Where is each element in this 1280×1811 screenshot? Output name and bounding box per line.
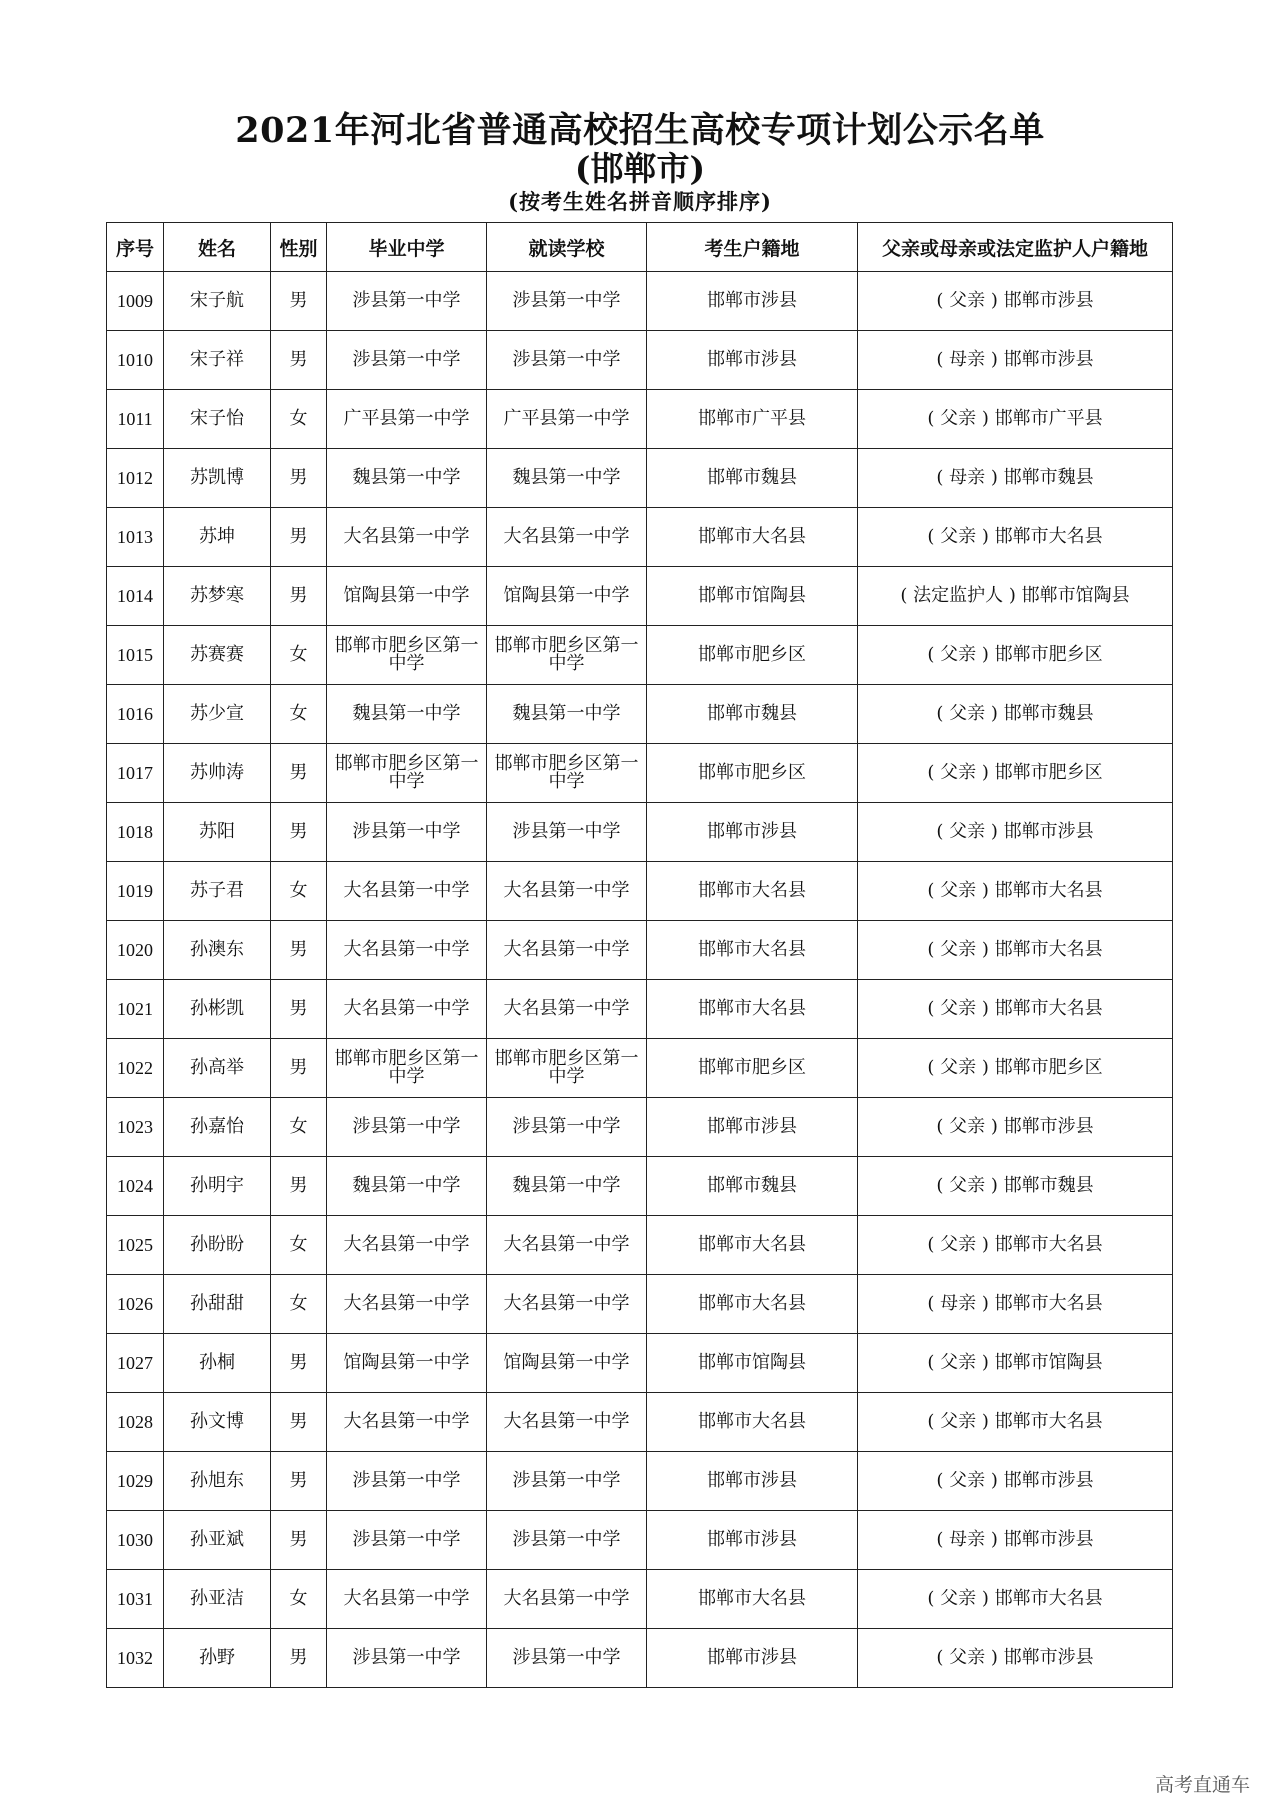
- table-row: [107, 272, 1173, 331]
- sort-note: (按考生姓名拼音顺序排序): [508, 189, 772, 214]
- cell-student-domicile: 邯郸市涉县: [647, 1098, 858, 1157]
- cell-guardian-domicile: ( 父亲 ) 邯郸市大名县: [858, 862, 1173, 921]
- cell-guardian-domicile: ( 母亲 ) 邯郸市大名县: [858, 1275, 1173, 1334]
- cell-serial: 1026: [107, 1275, 164, 1334]
- cell-student-domicile: 邯郸市馆陶县: [647, 567, 858, 626]
- cell-serial: 1031: [107, 1570, 164, 1629]
- cell-name: 孙甜甜: [164, 1275, 271, 1334]
- cell-graduation-school: 涉县第一中学: [327, 1511, 487, 1570]
- cell-graduation-school: 大名县第一中学: [327, 1216, 487, 1275]
- cell-guardian-domicile: ( 父亲 ) 邯郸市大名县: [858, 1570, 1173, 1629]
- cell-student-domicile: 邯郸市大名县: [647, 1216, 858, 1275]
- cell-gender: 男: [271, 803, 327, 862]
- cell-serial: 1016: [107, 685, 164, 744]
- cell-gender: 女: [271, 390, 327, 449]
- cell-current-school: 大名县第一中学: [487, 1275, 647, 1334]
- cell-guardian-domicile: ( 法定监护人 ) 邯郸市馆陶县: [858, 567, 1173, 626]
- cell-student-domicile: 邯郸市大名县: [647, 1393, 858, 1452]
- cell-serial: 1020: [107, 921, 164, 980]
- header-name: 姓名: [164, 223, 271, 272]
- cell-current-school: 馆陶县第一中学: [487, 1334, 647, 1393]
- cell-name: 苏少宣: [164, 685, 271, 744]
- cell-serial: 1032: [107, 1629, 164, 1688]
- table-row: [107, 449, 1173, 508]
- table-row: [107, 567, 1173, 626]
- cell-name: 苏凯博: [164, 449, 271, 508]
- cell-gender: 女: [271, 685, 327, 744]
- cell-graduation-school: 涉县第一中学: [327, 1452, 487, 1511]
- cell-name: 苏坤: [164, 508, 271, 567]
- cell-student-domicile: 邯郸市魏县: [647, 449, 858, 508]
- cell-guardian-domicile: ( 父亲 ) 邯郸市馆陶县: [858, 1334, 1173, 1393]
- cell-graduation-school: 涉县第一中学: [327, 1629, 487, 1688]
- cell-student-domicile: 邯郸市大名县: [647, 921, 858, 980]
- cell-graduation-school: 魏县第一中学: [327, 1157, 487, 1216]
- cell-serial: 1028: [107, 1393, 164, 1452]
- cell-current-school: 大名县第一中学: [487, 980, 647, 1039]
- cell-name: 宋子祥: [164, 331, 271, 390]
- cell-gender: 男: [271, 567, 327, 626]
- header-guardian-domicile: 父亲或母亲或法定监护人户籍地: [858, 223, 1173, 272]
- cell-gender: 男: [271, 1452, 327, 1511]
- cell-name: 苏梦寒: [164, 567, 271, 626]
- cell-gender: 男: [271, 449, 327, 508]
- cell-student-domicile: 邯郸市肥乡区: [647, 626, 858, 685]
- table-header-row: [107, 223, 1173, 272]
- cell-graduation-school: 大名县第一中学: [327, 508, 487, 567]
- cell-graduation-school: 馆陶县第一中学: [327, 567, 487, 626]
- cell-gender: 男: [271, 1511, 327, 1570]
- table-row: [107, 744, 1173, 803]
- table-row: [107, 862, 1173, 921]
- cell-student-domicile: 邯郸市大名县: [647, 508, 858, 567]
- cell-guardian-domicile: ( 父亲 ) 邯郸市魏县: [858, 1157, 1173, 1216]
- cell-current-school: 魏县第一中学: [487, 1157, 647, 1216]
- cell-serial: 1027: [107, 1334, 164, 1393]
- cell-gender: 男: [271, 1629, 327, 1688]
- cell-current-school: 邯郸市肥乡区第一中学: [487, 1039, 647, 1098]
- cell-gender: 男: [271, 331, 327, 390]
- cell-graduation-school: 广平县第一中学: [327, 390, 487, 449]
- cell-gender: 男: [271, 1334, 327, 1393]
- cell-serial: 1014: [107, 567, 164, 626]
- cell-student-domicile: 邯郸市肥乡区: [647, 744, 858, 803]
- header-student-domicile: 考生户籍地: [647, 223, 858, 272]
- cell-current-school: 广平县第一中学: [487, 390, 647, 449]
- cell-serial: 1024: [107, 1157, 164, 1216]
- cell-gender: 男: [271, 508, 327, 567]
- cell-current-school: 大名县第一中学: [487, 921, 647, 980]
- cell-serial: 1021: [107, 980, 164, 1039]
- cell-current-school: 大名县第一中学: [487, 862, 647, 921]
- cell-serial: 1013: [107, 508, 164, 567]
- document-title: 2021年河北省普通高校招生高校专项计划公示名单: [235, 110, 1045, 151]
- table-row: [107, 1098, 1173, 1157]
- cell-guardian-domicile: ( 父亲 ) 邯郸市涉县: [858, 803, 1173, 862]
- cell-gender: 女: [271, 1216, 327, 1275]
- cell-name: 孙明宇: [164, 1157, 271, 1216]
- cell-student-domicile: 邯郸市馆陶县: [647, 1334, 858, 1393]
- table-row: [107, 1511, 1173, 1570]
- cell-gender: 男: [271, 272, 327, 331]
- cell-gender: 女: [271, 1570, 327, 1629]
- cell-current-school: 涉县第一中学: [487, 1098, 647, 1157]
- cell-graduation-school: 大名县第一中学: [327, 921, 487, 980]
- cell-name: 孙澳东: [164, 921, 271, 980]
- cell-guardian-domicile: ( 父亲 ) 邯郸市肥乡区: [858, 626, 1173, 685]
- cell-gender: 男: [271, 744, 327, 803]
- cell-serial: 1018: [107, 803, 164, 862]
- cell-gender: 女: [271, 626, 327, 685]
- table-row: [107, 508, 1173, 567]
- cell-student-domicile: 邯郸市魏县: [647, 685, 858, 744]
- header-gender: 性别: [271, 223, 327, 272]
- table-row: [107, 921, 1173, 980]
- cell-guardian-domicile: ( 母亲 ) 邯郸市涉县: [858, 331, 1173, 390]
- cell-serial: 1009: [107, 272, 164, 331]
- cell-current-school: 魏县第一中学: [487, 449, 647, 508]
- table-row: [107, 1570, 1173, 1629]
- cell-guardian-domicile: ( 父亲 ) 邯郸市大名县: [858, 1393, 1173, 1452]
- cell-student-domicile: 邯郸市涉县: [647, 272, 858, 331]
- cell-student-domicile: 邯郸市涉县: [647, 803, 858, 862]
- table-row: [107, 390, 1173, 449]
- cell-student-domicile: 邯郸市大名县: [647, 980, 858, 1039]
- table-row: [107, 803, 1173, 862]
- cell-current-school: 馆陶县第一中学: [487, 567, 647, 626]
- cell-serial: 1017: [107, 744, 164, 803]
- cell-current-school: 魏县第一中学: [487, 685, 647, 744]
- header-graduation-school: 毕业中学: [327, 223, 487, 272]
- header-serial: 序号: [107, 223, 164, 272]
- cell-guardian-domicile: ( 父亲 ) 邯郸市大名县: [858, 508, 1173, 567]
- cell-name: 孙旭东: [164, 1452, 271, 1511]
- table-row: [107, 980, 1173, 1039]
- cell-serial: 1023: [107, 1098, 164, 1157]
- cell-name: 孙文博: [164, 1393, 271, 1452]
- cell-current-school: 涉县第一中学: [487, 1629, 647, 1688]
- cell-serial: 1019: [107, 862, 164, 921]
- cell-name: 孙彬凯: [164, 980, 271, 1039]
- table-row: [107, 1334, 1173, 1393]
- table-row: [107, 1275, 1173, 1334]
- cell-student-domicile: 邯郸市大名县: [647, 1275, 858, 1334]
- table-row: [107, 1216, 1173, 1275]
- cell-graduation-school: 邯郸市肥乡区第一中学: [327, 626, 487, 685]
- cell-guardian-domicile: ( 父亲 ) 邯郸市涉县: [858, 1452, 1173, 1511]
- table-row: [107, 331, 1173, 390]
- cell-name: 宋子航: [164, 272, 271, 331]
- cell-current-school: 涉县第一中学: [487, 803, 647, 862]
- cell-name: 孙嘉怡: [164, 1098, 271, 1157]
- cell-graduation-school: 大名县第一中学: [327, 1275, 487, 1334]
- cell-name: 孙桐: [164, 1334, 271, 1393]
- cell-name: 苏赛赛: [164, 626, 271, 685]
- table-row: [107, 1157, 1173, 1216]
- cell-name: 宋子怡: [164, 390, 271, 449]
- cell-current-school: 大名县第一中学: [487, 1570, 647, 1629]
- cell-student-domicile: 邯郸市涉县: [647, 1452, 858, 1511]
- cell-current-school: 邯郸市肥乡区第一中学: [487, 744, 647, 803]
- cell-name: 苏阳: [164, 803, 271, 862]
- table-row: [107, 685, 1173, 744]
- cell-student-domicile: 邯郸市涉县: [647, 331, 858, 390]
- table-row: [107, 626, 1173, 685]
- cell-guardian-domicile: ( 父亲 ) 邯郸市涉县: [858, 1098, 1173, 1157]
- cell-gender: 男: [271, 1393, 327, 1452]
- table-row: [107, 1629, 1173, 1688]
- cell-graduation-school: 魏县第一中学: [327, 449, 487, 508]
- cell-name: 孙亚洁: [164, 1570, 271, 1629]
- cell-student-domicile: 邯郸市广平县: [647, 390, 858, 449]
- cell-serial: 1012: [107, 449, 164, 508]
- cell-student-domicile: 邯郸市涉县: [647, 1511, 858, 1570]
- cell-serial: 1025: [107, 1216, 164, 1275]
- cell-graduation-school: 馆陶县第一中学: [327, 1334, 487, 1393]
- cell-serial: 1029: [107, 1452, 164, 1511]
- cell-gender: 女: [271, 1098, 327, 1157]
- cell-student-domicile: 邯郸市肥乡区: [647, 1039, 858, 1098]
- cell-name: 孙盼盼: [164, 1216, 271, 1275]
- cell-graduation-school: 涉县第一中学: [327, 272, 487, 331]
- cell-current-school: 大名县第一中学: [487, 508, 647, 567]
- cell-graduation-school: 涉县第一中学: [327, 803, 487, 862]
- cell-guardian-domicile: ( 母亲 ) 邯郸市魏县: [858, 449, 1173, 508]
- cell-gender: 男: [271, 1157, 327, 1216]
- document-subtitle: (邯郸市): [574, 149, 706, 188]
- cell-guardian-domicile: ( 父亲 ) 邯郸市大名县: [858, 921, 1173, 980]
- cell-gender: 女: [271, 1275, 327, 1334]
- cell-gender: 男: [271, 980, 327, 1039]
- cell-graduation-school: 涉县第一中学: [327, 1098, 487, 1157]
- table-row: [107, 1039, 1173, 1098]
- cell-current-school: 涉县第一中学: [487, 272, 647, 331]
- header-current-school: 就读学校: [487, 223, 647, 272]
- cell-current-school: 涉县第一中学: [487, 1452, 647, 1511]
- cell-gender: 男: [271, 921, 327, 980]
- cell-current-school: 大名县第一中学: [487, 1216, 647, 1275]
- cell-current-school: 涉县第一中学: [487, 1511, 647, 1570]
- cell-serial: 1010: [107, 331, 164, 390]
- cell-student-domicile: 邯郸市大名县: [647, 1570, 858, 1629]
- cell-name: 孙高举: [164, 1039, 271, 1098]
- cell-guardian-domicile: ( 父亲 ) 邯郸市大名县: [858, 1216, 1173, 1275]
- cell-name: 苏帅涛: [164, 744, 271, 803]
- table-row: [107, 1393, 1173, 1452]
- cell-graduation-school: 邯郸市肥乡区第一中学: [327, 744, 487, 803]
- cell-guardian-domicile: ( 父亲 ) 邯郸市大名县: [858, 980, 1173, 1039]
- cell-graduation-school: 邯郸市肥乡区第一中学: [327, 1039, 487, 1098]
- cell-current-school: 涉县第一中学: [487, 331, 647, 390]
- cell-graduation-school: 大名县第一中学: [327, 862, 487, 921]
- cell-gender: 男: [271, 1039, 327, 1098]
- cell-guardian-domicile: ( 父亲 ) 邯郸市涉县: [858, 1629, 1173, 1688]
- cell-student-domicile: 邯郸市大名县: [647, 862, 858, 921]
- cell-guardian-domicile: ( 父亲 ) 邯郸市肥乡区: [858, 744, 1173, 803]
- cell-name: 苏子君: [164, 862, 271, 921]
- cell-current-school: 邯郸市肥乡区第一中学: [487, 626, 647, 685]
- cell-serial: 1011: [107, 390, 164, 449]
- cell-serial: 1022: [107, 1039, 164, 1098]
- cell-student-domicile: 邯郸市魏县: [647, 1157, 858, 1216]
- cell-graduation-school: 大名县第一中学: [327, 1393, 487, 1452]
- cell-guardian-domicile: ( 父亲 ) 邯郸市肥乡区: [858, 1039, 1173, 1098]
- cell-name: 孙亚斌: [164, 1511, 271, 1570]
- cell-graduation-school: 魏县第一中学: [327, 685, 487, 744]
- cell-guardian-domicile: ( 母亲 ) 邯郸市涉县: [858, 1511, 1173, 1570]
- cell-guardian-domicile: ( 父亲 ) 邯郸市魏县: [858, 685, 1173, 744]
- cell-student-domicile: 邯郸市涉县: [647, 1629, 858, 1688]
- cell-graduation-school: 涉县第一中学: [327, 331, 487, 390]
- cell-guardian-domicile: ( 父亲 ) 邯郸市涉县: [858, 272, 1173, 331]
- cell-gender: 女: [271, 862, 327, 921]
- cell-guardian-domicile: ( 父亲 ) 邯郸市广平县: [858, 390, 1173, 449]
- cell-graduation-school: 大名县第一中学: [327, 1570, 487, 1629]
- admission-list-table: [106, 222, 1173, 1688]
- cell-current-school: 大名县第一中学: [487, 1393, 647, 1452]
- cell-serial: 1030: [107, 1511, 164, 1570]
- cell-name: 孙野: [164, 1629, 271, 1688]
- table-row: [107, 1452, 1173, 1511]
- cell-graduation-school: 大名县第一中学: [327, 980, 487, 1039]
- cell-serial: 1015: [107, 626, 164, 685]
- watermark: 高考直通车: [1154, 1774, 1250, 1796]
